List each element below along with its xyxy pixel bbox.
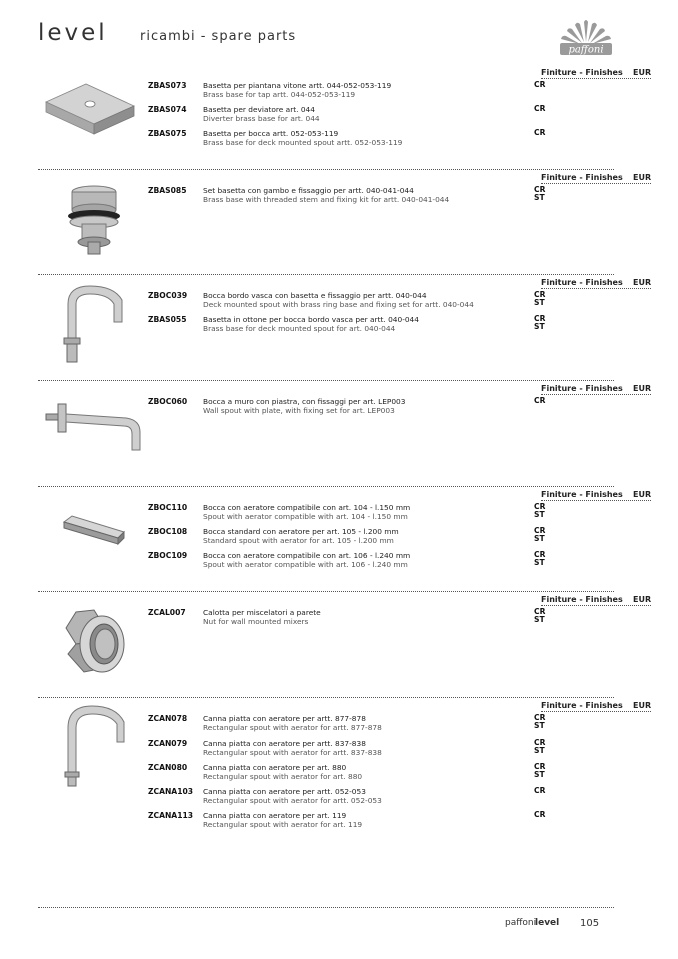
list-item: ZCAN078 Canna piatta con aeratore per artt. 877-878 Rectangular spout with aerator for artt. 877-878 CR ST xyxy=(148,713,546,732)
flat-spout-image xyxy=(62,514,126,552)
finish-codes: CR xyxy=(534,80,546,89)
finish-codes: CR ST xyxy=(534,550,546,567)
column-header: Finiture - Finishes EUR xyxy=(541,701,652,710)
list-item: ZBOC109 Bocca con aeratore compatibile con art. 106 - l.240 mm Spout with aerator compatible with art. 106 - l.240 mm CR ST xyxy=(148,550,546,569)
deck-spout-image xyxy=(56,282,132,370)
wall-spout-image xyxy=(44,398,144,462)
divider xyxy=(38,486,614,487)
finish-codes: CR xyxy=(534,786,546,795)
list-item: ZBOC110 Bocca con aeratore compatibile con art. 104 - l.150 mm Spout with aerator compatible with art. 104 - l.150 mm CR ST xyxy=(148,502,546,521)
divider xyxy=(38,697,614,698)
list-item: ZCAN079 Canna piatta con aeratore per artt. 837-838 Rectangular spout with aerator for artt. 837-838 CR ST xyxy=(148,738,546,757)
column-header: Finiture - Finishes EUR xyxy=(541,595,652,604)
rectangular-spout-image xyxy=(60,702,128,792)
hex-nut-image xyxy=(58,602,128,684)
column-header: Finiture - Finishes EUR xyxy=(541,384,652,393)
list-item: ZCANA103 Canna piatta con aeratore per artt. 052-053 Rectangular spout with aerator for artt. 052-053 CR xyxy=(148,786,546,805)
list-item: ZBOC108 Bocca standard con aeratore per art. 105 - l.200 mm Standard spout with aerator for art. 105 - l.200 mm CR ST xyxy=(148,526,546,545)
footer-line: level xyxy=(535,918,560,928)
page-number: 105 xyxy=(580,918,600,929)
finish-codes: CR ST xyxy=(534,738,546,755)
divider xyxy=(38,380,614,381)
divider xyxy=(38,591,614,592)
column-header: Finiture - Finishes EUR xyxy=(541,490,652,499)
footer-brand: paffoni xyxy=(505,918,537,928)
finish-codes: CR xyxy=(534,104,546,113)
list-item: ZBAS055 Basetta in ottone per bocca bordo vasca per artt. 040-044 Brass base for deck mounted spout for art. 040-044 CR ST xyxy=(148,314,546,333)
footer-divider xyxy=(38,907,614,908)
finish-codes: CR ST xyxy=(534,713,546,730)
list-item: ZBAS085 Set basetta con gambo e fissaggio per artt. 040-041-044 Brass base with threaded stem and fixing kit for artt. 040-041-044 CR ST xyxy=(148,185,546,204)
finish-codes: CR xyxy=(534,128,546,137)
finish-codes: CR xyxy=(534,810,546,819)
svg-text:paffoni: paffoni xyxy=(568,44,604,56)
paffoni-logo xyxy=(557,16,615,56)
finish-codes: CR ST xyxy=(534,185,546,202)
finish-codes: CR ST xyxy=(534,762,546,779)
finish-codes: CR ST xyxy=(534,290,546,307)
finish-codes: CR ST xyxy=(534,314,546,331)
divider xyxy=(38,169,614,170)
threaded-stem-kit-image xyxy=(52,184,136,262)
list-item: ZCAN080 Canna piatta con aeratore per art. 880 Rectangular spout with aerator for art. 880 CR ST xyxy=(148,762,546,781)
list-item: ZBAS074 Basetta per deviatore art. 044 Diverter brass base for art. 044 CR xyxy=(148,104,546,123)
column-header: Finiture - Finishes EUR xyxy=(541,173,652,182)
list-item: ZCAL007 Calotta per miscelatori a parete Nut for wall mounted mixers CR ST xyxy=(148,607,546,626)
finish-codes: CR ST xyxy=(534,607,546,624)
list-item: ZBAS075 Basetta per bocca artt. 052-053-119 Brass base for deck mounted spout artt. 052-053-119 CR xyxy=(148,128,546,147)
list-item: ZBOC060 Bocca a muro con piastra, con fissaggi per art. LEP003 Wall spout with plate, with fixing set for art. LEP003 CR xyxy=(148,396,546,415)
finish-codes: CR ST xyxy=(534,526,546,543)
page-subtitle: ricambi - spare parts xyxy=(140,29,297,44)
column-header: Finiture - Finishes EUR xyxy=(541,278,652,287)
list-item: ZBOC039 Bocca bordo vasca con basetta e fissaggio per artt. 040-044 Deck mounted spout with brass ring base and fixing set for artt. 040-044 CR ST xyxy=(148,290,546,309)
square-brass-base-image xyxy=(42,82,138,142)
list-item: ZBAS073 Basetta per piantana vitone artt. 044-052-053-119 Brass base for tap artt. 044-052-053-119 CR xyxy=(148,80,546,99)
column-header: Finiture - Finishes EUR xyxy=(541,68,652,77)
list-item: ZCANA113 Canna piatta con aeratore per art. 119 Rectangular spout with aerator for art. 119 CR xyxy=(148,810,546,829)
page-title: level xyxy=(38,20,108,46)
divider xyxy=(38,274,614,275)
finish-codes: CR ST xyxy=(534,502,546,519)
finish-codes: CR xyxy=(534,396,546,405)
